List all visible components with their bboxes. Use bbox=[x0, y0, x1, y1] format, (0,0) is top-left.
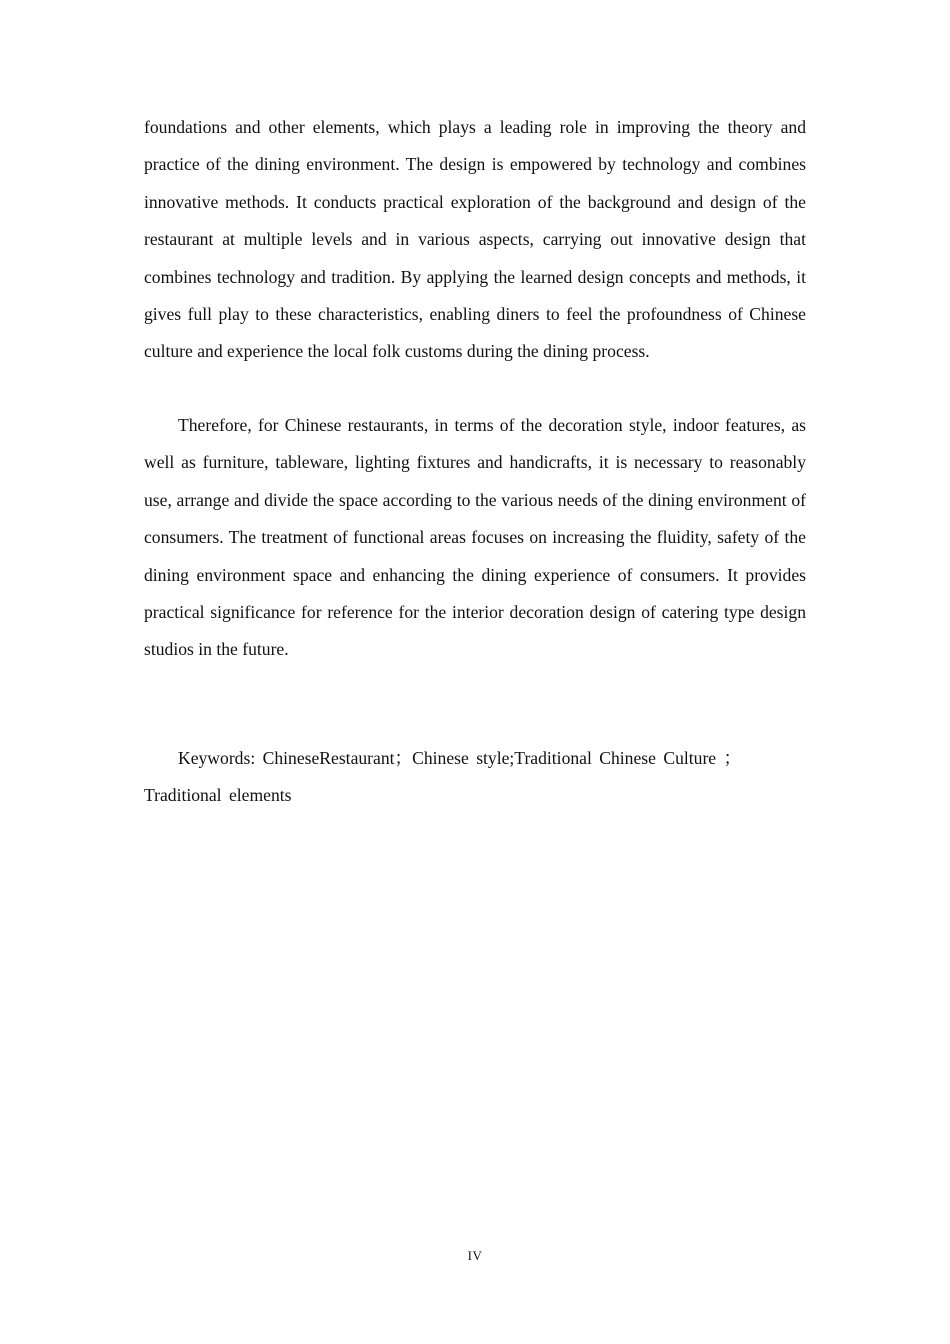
body-paragraph-2: Therefore, for Chinese restaurants, in terms of the decoration style, indoor features, as well as furniture, tableware, lighting fixtures and handicrafts, it is necessary to reasonably use, arrange and divide the space according to the various needs of the dining environment of consumers. The treatment of functional areas focuses on increasing the fluidity, safety of the dining environment space and enhancing the dining experience of consumers. It provides practical significance for reference for the interior decoration design of catering type design studios in the future. bbox=[144, 415, 806, 660]
page-number: IV bbox=[467, 1248, 483, 1263]
body-paragraph-1: foundations and other elements, which plays a leading role in improving the theory and practice of the dining environment. The design is empowered by technology and combines innovative methods. It conducts practical exploration of the background and design of the restaurant at multiple levels and in various aspects, carrying out innovative design that combines technology and tradition. By applying the learned design concepts and methods, it gives full play to these characteristics, enabling diners to feel the profoundness of Chinese culture and experience the local folk customs during the dining process. bbox=[144, 117, 806, 362]
keywords-line: Keywords: ChineseRestaurant；Chinese style;Traditional Chinese Culture ；Traditional elements bbox=[144, 748, 742, 806]
